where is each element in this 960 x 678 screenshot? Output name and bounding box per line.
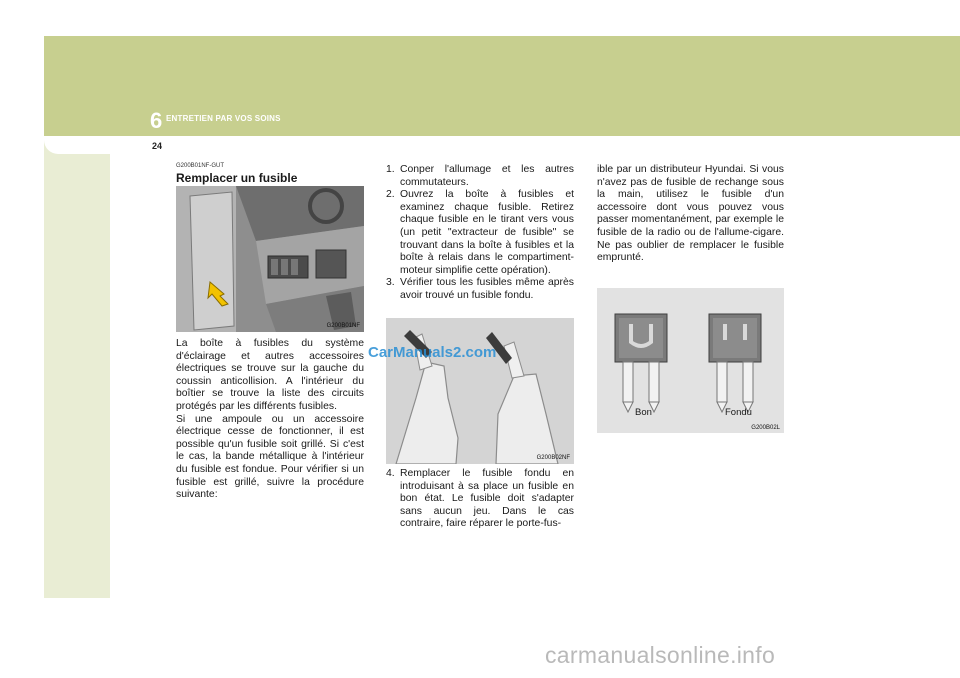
section-code: G200B01NF-GUT: [176, 163, 225, 169]
column3-text: ible par un distributeur Hyundai. Si vous n'avez pas de fusible de rechange sous la main, utilisez le fusible d'un accessoire dont vous pouvez vous passer momentanément, par exemple le fusible de la radio ou de l'allume-cigare. Ne pas oublier de remplacer le fusible emprunté.: [597, 164, 784, 264]
intro-paragraph-1: La boîte à fusibles du système d'éclairage et autres accessoires électriques se trouve sur la gauche du coussin anticollision. A l'intérieur du boîtier se trouve la liste des circuits protégés par les différents fusibles.: [176, 338, 364, 412]
step-item: 1. Conper l'allumage et les autres commutateurs.: [386, 164, 574, 188]
blown-fuse-label: Fondu: [725, 407, 752, 418]
steps-list-top: [386, 164, 574, 303]
dashboard-figure-label: G200B01NF: [326, 323, 360, 329]
dashboard-illustration: [176, 186, 364, 332]
blown-fuse-icon: [709, 314, 761, 412]
good-fuse-icon: [615, 314, 667, 412]
fuse-puller-photo: [386, 318, 574, 464]
watermark-text: CarManuals2.com: [368, 344, 497, 361]
chapter-number: 6: [150, 108, 163, 133]
good-fuse-label: Bon: [635, 407, 652, 418]
steps-list-bottom: [386, 468, 574, 531]
chapter-title: ENTRETIEN PAR VOS SOINS: [166, 114, 281, 123]
fuse-comparison-figure: [597, 288, 784, 433]
fuses-figure-label: G200B02L: [751, 425, 780, 431]
hands-illustration: [386, 318, 574, 464]
intro-text: [176, 338, 364, 502]
page-tab: [44, 136, 110, 154]
step-item: 3. Vérifier tous les fusibles même après avoir trouvé un fusible fondu.: [386, 277, 574, 301]
intro-paragraph-2: Si une ampoule ou un accessoire électrique cesse de fonctionner, il est possible qu'un fusible soit grillé. Si c'est le cas, la bande métallique à l'intérieur du fusible est fondue. Pour vérifier si un fusible est grillé, suivre la procédure suivante:: [176, 413, 364, 501]
section-title: Remplacer un fusible: [176, 171, 298, 185]
fuses-illustration: [597, 288, 784, 433]
page-number: 24: [152, 141, 163, 151]
step-item: 2. Ouvrez la boîte à fusibles et examinez chaque fusible. Retirez chaque fusible en le tirant vers vous (un petit "extracteur de fusible" se trouvant dans la boîte à fusibles et la boîte à relais dans le compartiment-moteur simplifie cette opération).: [386, 189, 574, 276]
hands-figure-label: G200B02NF: [536, 455, 570, 461]
dashboard-photo: [176, 186, 364, 332]
step-item: 4. Remplacer le fusible fondu en introduisant à sa place un fusible en bon état. Le fusible doit s'adapter sans aucun jeu. Dans le cas contraire, faire réparer le porte-fus-: [386, 468, 574, 530]
footer-site-mark: carmanualsonline.info: [545, 642, 776, 668]
